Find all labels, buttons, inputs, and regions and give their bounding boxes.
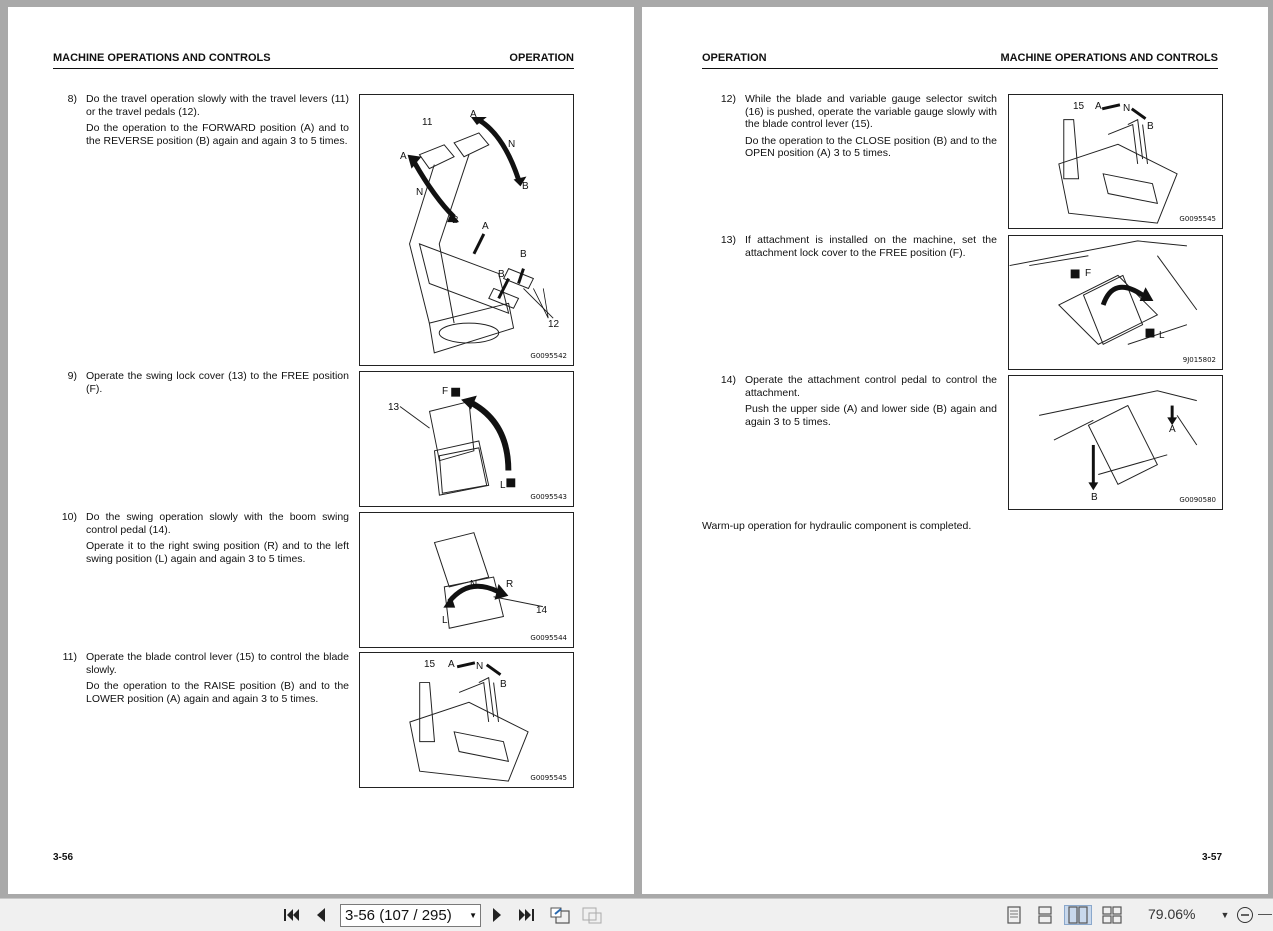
step-text: Do the travel operation slowly with the travel levers (11) or the travel pedals (12). (86, 93, 349, 118)
label-b: B (522, 181, 529, 192)
attachment-lock-illustration (1009, 236, 1222, 369)
figure-code: G0095543 (530, 493, 567, 501)
label-a: A (1095, 101, 1102, 112)
continuous-facing-view-button[interactable] (1100, 905, 1124, 925)
zoom-dropdown[interactable] (1218, 905, 1232, 925)
figure-attachment-pedal (1008, 375, 1223, 510)
label-n: N (470, 579, 478, 590)
figure-code: G0095545 (1179, 215, 1216, 223)
next-page-icon (491, 907, 503, 923)
step-number: 13) (720, 234, 736, 246)
figure-swing-pedal (359, 512, 574, 648)
label-b: B (520, 249, 527, 260)
zoom-level[interactable]: 79.06% (1148, 906, 1196, 922)
figure-code: 9J015802 (1182, 356, 1216, 364)
step-text: While the blade and variable gauge selector switch (16) is pushed, operate the variable gauge slowly with the blade control lever (15). (745, 93, 997, 130)
step-number: 11) (62, 651, 77, 663)
header-left: MACHINE OPERATIONS AND CONTROLS (53, 52, 271, 64)
chevron-down-icon[interactable]: ▼ (469, 911, 477, 920)
figure-code: G0095544 (530, 634, 567, 642)
label-r: R (506, 579, 514, 590)
blade-lever-illustration (360, 653, 573, 787)
go-back-button[interactable] (548, 905, 572, 925)
page-3-56 (8, 7, 634, 894)
header-right: OPERATION (509, 52, 574, 64)
page-number: 3-57 (1202, 852, 1223, 863)
label-15: 15 (424, 659, 436, 670)
continuous-facing-icon (1101, 906, 1123, 924)
label-f: F (1085, 268, 1092, 279)
label-n: N (476, 661, 484, 672)
figure-blade-lever (359, 652, 574, 788)
travel-levers-illustration (360, 95, 573, 365)
label-15: 15 (1073, 101, 1085, 112)
forward-view-icon (581, 906, 603, 924)
page-header (53, 52, 574, 69)
step-number: 10) (61, 511, 77, 523)
first-page-button[interactable] (280, 905, 302, 925)
single-page-icon (1006, 906, 1022, 924)
figure-code: G0095542 (530, 352, 567, 360)
page-number: 3-56 (53, 852, 74, 863)
label-b: B (452, 215, 459, 226)
chevron-down-icon: ▼ (1220, 910, 1230, 920)
label-n: N (416, 187, 424, 198)
label-a: A (470, 109, 477, 120)
step-number: 12) (720, 93, 736, 105)
step-11 (53, 651, 349, 709)
figure-attachment-lock (1008, 235, 1223, 370)
prev-page-icon (315, 907, 327, 923)
label-b: B (498, 269, 505, 280)
back-view-icon (549, 906, 571, 924)
go-forward-button[interactable] (580, 905, 604, 925)
prev-page-button[interactable] (312, 905, 330, 925)
step-14 (712, 374, 997, 432)
swing-pedal-illustration (360, 513, 573, 647)
attachment-pedal-illustration (1009, 376, 1222, 509)
step-text: If attachment is installed on the machine, set the attachment lock cover to the FREE position (F). (745, 234, 997, 259)
facing-pages-icon (1067, 906, 1089, 924)
step-8 (53, 93, 349, 151)
swing-lock-illustration (360, 372, 573, 506)
figure-code: G0095545 (530, 774, 567, 782)
step-text: Do the operation to the CLOSE position (B) and to the OPEN position (A) 3 to 5 times. (745, 134, 997, 159)
zoom-out-button[interactable] (1235, 905, 1255, 925)
zoom-slider-track (1258, 913, 1272, 917)
step-text: Push the upper side (A) and lower side (B) again and again 3 to 5 times. (745, 403, 997, 428)
label-a: A (400, 151, 407, 162)
zoom-out-icon (1236, 906, 1254, 924)
step-number: 14) (720, 374, 736, 386)
label-n: N (508, 139, 516, 150)
last-page-icon (518, 907, 536, 923)
figure-swing-lock (359, 371, 574, 507)
label-11: 11 (422, 117, 433, 128)
label-a: A (1169, 424, 1176, 435)
completion-text: Warm-up operation for hydraulic component is completed. (702, 520, 972, 532)
figure-variable-gauge (1008, 94, 1223, 229)
step-text: Operate the attachment control pedal to control the attachment. (745, 374, 997, 399)
label-a: A (482, 221, 489, 232)
step-number: 8) (67, 93, 77, 105)
step-13 (712, 234, 997, 263)
label-13: 13 (388, 402, 400, 413)
step-text: Operate the blade control lever (15) to control the blade slowly. (86, 651, 349, 676)
step-12 (712, 93, 997, 164)
label-a: A (448, 659, 455, 670)
label-l: L (1159, 330, 1165, 341)
figure-travel-levers (359, 94, 574, 366)
zoom-slider[interactable] (1258, 905, 1272, 925)
label-b: B (1091, 492, 1098, 503)
label-12: 12 (548, 319, 560, 330)
label-b: B (500, 679, 507, 690)
next-page-button[interactable] (488, 905, 506, 925)
step-text: Do the swing operation slowly with the boom swing control pedal (14). (86, 511, 349, 536)
label-l: L (500, 480, 506, 491)
header-left: OPERATION (702, 52, 767, 64)
step-9 (53, 370, 349, 399)
page-3-57 (642, 7, 1268, 894)
figure-code: G0090580 (1179, 496, 1216, 504)
label-n: N (1123, 103, 1131, 114)
step-10 (53, 511, 349, 569)
step-text: Operate the swing lock cover (13) to the FREE position (F). (86, 370, 349, 395)
step-number: 9) (67, 370, 77, 382)
label-b: B (1147, 121, 1154, 132)
continuous-view-button[interactable] (1034, 905, 1056, 925)
first-page-icon (282, 907, 300, 923)
header-right: MACHINE OPERATIONS AND CONTROLS (1000, 52, 1218, 64)
variable-gauge-illustration (1009, 95, 1222, 228)
label-l: L (442, 615, 448, 626)
page-header (702, 52, 1218, 69)
page-indicator: 3-56 (107 / 295) (345, 907, 452, 924)
step-text: Operate it to the right swing position (R) and to the left swing position (L) again and again 3 to 5 times. (86, 540, 349, 565)
page-number-field[interactable] (340, 904, 481, 927)
step-text: Do the operation to the RAISE position (B) and to the LOWER position (A) again and again 3 to 5 times. (86, 680, 349, 705)
continuous-page-icon (1037, 906, 1053, 924)
step-text: Do the operation to the FORWARD position (A) and to the REVERSE position (B) again and again 3 to 5 times. (86, 122, 349, 147)
viewer-toolbar (0, 898, 1273, 931)
last-page-button[interactable] (516, 905, 538, 925)
label-f: F (442, 386, 449, 397)
facing-view-button[interactable] (1064, 905, 1092, 925)
single-page-view-button[interactable] (1003, 905, 1025, 925)
label-14: 14 (536, 605, 548, 616)
